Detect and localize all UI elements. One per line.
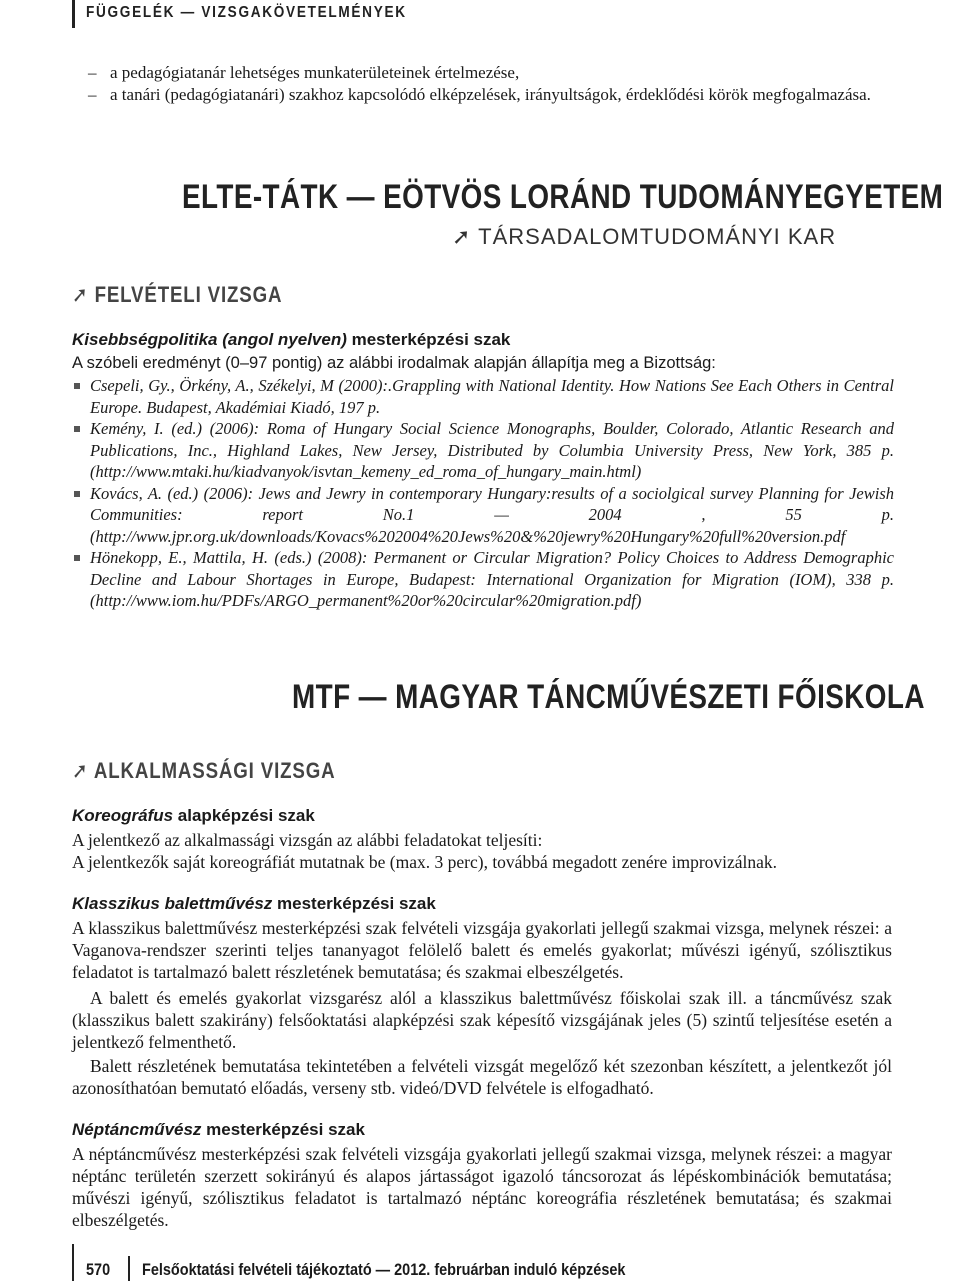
reference-text: Kemény, I. (ed.) (2006): Roma of Hungary Social Science Monographs, Boulder, Colorado, Atlantic Research and Publications, Inc., Highland Lakes, New Jersey, Distributed by Columbia University Press, New York, 385 p. (http://www.mtaki.hu/kiadvanyok/isvtan_kemeny_ed_roma_of_hungary_main.html) xyxy=(90,419,894,481)
reference-list xyxy=(72,375,894,612)
paragraph: A néptáncművész mesterképzési szak felvételi vizsgája gyakorlati jellegű szakmai vizsga, melynek részei: a magyar néptánc területén szerzett sokirányú és alapos jártasságot igazoló táncsorozat ás lépéskombinációk bemutatása; művészi igényű, szólisztikus feladatot is tartalmazó néptánc koreográfia részletének bemutatása; és szakmai elbeszélgetés. xyxy=(72,1144,892,1230)
footer-rule xyxy=(72,1244,74,1281)
square-bullet-icon xyxy=(74,426,80,432)
exam-type-text: FELVÉTELI VIZSGA xyxy=(94,282,283,307)
list-item xyxy=(88,62,898,84)
arrow-icon: ➚ xyxy=(72,758,89,783)
faculty-name xyxy=(452,224,836,250)
arrow-icon: ➚ xyxy=(452,224,472,249)
list-item xyxy=(88,84,898,106)
university-title: MTF — MAGYAR TÁNCMŰVÉSZETI FŐISKOLA xyxy=(292,678,925,716)
paragraph: A balett és emelés gyakorlat vizsgarész alól a klasszikus balettművész főiskolai szak ill. a táncművész szak (klasszikus balett szakirány) felsőoktatási alapképzési szak képesítő vizsgájának jeles (5) szintű teljesítése esetén a jelentkező felmenthető. xyxy=(72,988,892,1052)
arrow-icon: ➚ xyxy=(72,282,89,307)
paragraph: A jelentkezők saját koreográfiát mutatnak be (max. 3 perc), továbbá megadott zenére improvizálnak. xyxy=(72,852,778,872)
footer-title: Felsőoktatási felvételi tájékoztató — 2012. februárban induló képzések xyxy=(142,1260,626,1279)
page-number: 570 xyxy=(86,1260,111,1279)
reference-text: Csepeli, Gy., Örkény, A., Székelyi, M (2000):.Grappling with National Identity. How Nations See Each Others in Central Europe. Budapest, Akadémiai Kiadó, 197 p. xyxy=(90,376,894,417)
header-rule xyxy=(72,0,75,28)
faculty-label: TÁRSADALOMTUDOMÁNYI KAR xyxy=(478,224,837,249)
square-bullet-icon xyxy=(74,383,80,389)
exam-type-label xyxy=(72,282,282,308)
program-type: mesterképzési szak xyxy=(201,1120,365,1139)
university-title: ELTE-TÁTK — EÖTVÖS LORÁND TUDOMÁNYEGYETEM xyxy=(182,178,944,216)
reference-item xyxy=(72,375,894,418)
program-title xyxy=(72,330,510,350)
reference-text: Kovács, A. (ed.) (2006): Jews and Jewry in contemporary Hungary:results of a sociolgical survey Planning for Jewish Communities: report No.1 — 2004 , 55 p. (http://www.jpr.org.uk/downloads/Kovacs%202004%20Jews%20&%20jewry%20Hungary%20full%20version.pdf xyxy=(90,483,894,546)
square-bullet-icon xyxy=(74,491,80,497)
program-type: alapképzési szak xyxy=(173,806,315,825)
reference-item xyxy=(72,418,894,483)
reference-item xyxy=(72,547,894,612)
dash-marker: – xyxy=(88,63,97,82)
reference-text: Hönekopp, E., Mattila, H. (eds.) (2008): Permanent or Circular Migration? Policy Choices to Address Demographic Decline and Labour Shortages in Europe, Budapest: International Organization for Migration (IOM), 338 p. (http://www.iom.hu/PDFs/ARGO_permanent%20or%20circular%20migration.pdf) xyxy=(90,548,894,610)
program-type: mesterképzési szak xyxy=(346,330,511,349)
program-name: Néptáncművész xyxy=(72,1120,202,1139)
dash-marker: – xyxy=(88,85,97,104)
reference-item xyxy=(72,483,894,548)
list-item-text: a pedagógiatanár lehetséges munkaterületeinek értelmezése, xyxy=(110,63,520,82)
square-bullet-icon xyxy=(74,555,80,561)
program-name: Kisebbségpolitika (angol nyelven) xyxy=(72,330,347,349)
exam-type-label xyxy=(72,758,335,784)
program-type: mesterképzési szak xyxy=(272,894,436,913)
paragraph: A szóbeli eredményt (0–97 pontig) az alábbi irodalmak alapján állapítja meg a Bizottság: xyxy=(72,354,716,372)
program-name: Koreográfus xyxy=(72,806,174,825)
program-title xyxy=(72,806,315,826)
list-item-text: a tanári (pedagógiatanári) szakhoz kapcsolódó elképzelések, irányultságok, érdeklődési körök megfogalmazása. xyxy=(110,85,871,104)
program-title xyxy=(72,1120,365,1140)
intro-bullet-list xyxy=(88,62,898,106)
program-title xyxy=(72,894,436,914)
paragraph: A klasszikus balettművész mesterképzési szak felvételi vizsgája gyakorlati jellegű szakmai vizsga, melynek részei: a Vaganova-rendszer szerinti teljes tananyagot felölelő balett és emelés gyakorlat; művészi igényű, szólisztikus feladatot is tartalmazó balett részletének bemutatása; és szakmai elbeszélgetés. xyxy=(72,918,892,982)
paragraph: Balett részletének bemutatása tekintetében a felvételi vizsgát megelőző két szezonban készített, a jelentkezőt jól azonosíthatóan bemutató előadás, verseny stb. videó/DVD felvétele is elfogadható. xyxy=(72,1056,892,1098)
footer-separator xyxy=(128,1256,130,1281)
program-name: Klasszikus balettművész xyxy=(72,894,273,913)
paragraph: A jelentkező az alkalmassági vizsgán az alábbi feladatokat teljesíti: xyxy=(72,830,543,850)
exam-type-text: ALKALMASSÁGI VIZSGA xyxy=(93,758,336,783)
section-header: FÜGGELÉK — VIZSGAKÖVETELMÉNYEK xyxy=(86,4,407,21)
